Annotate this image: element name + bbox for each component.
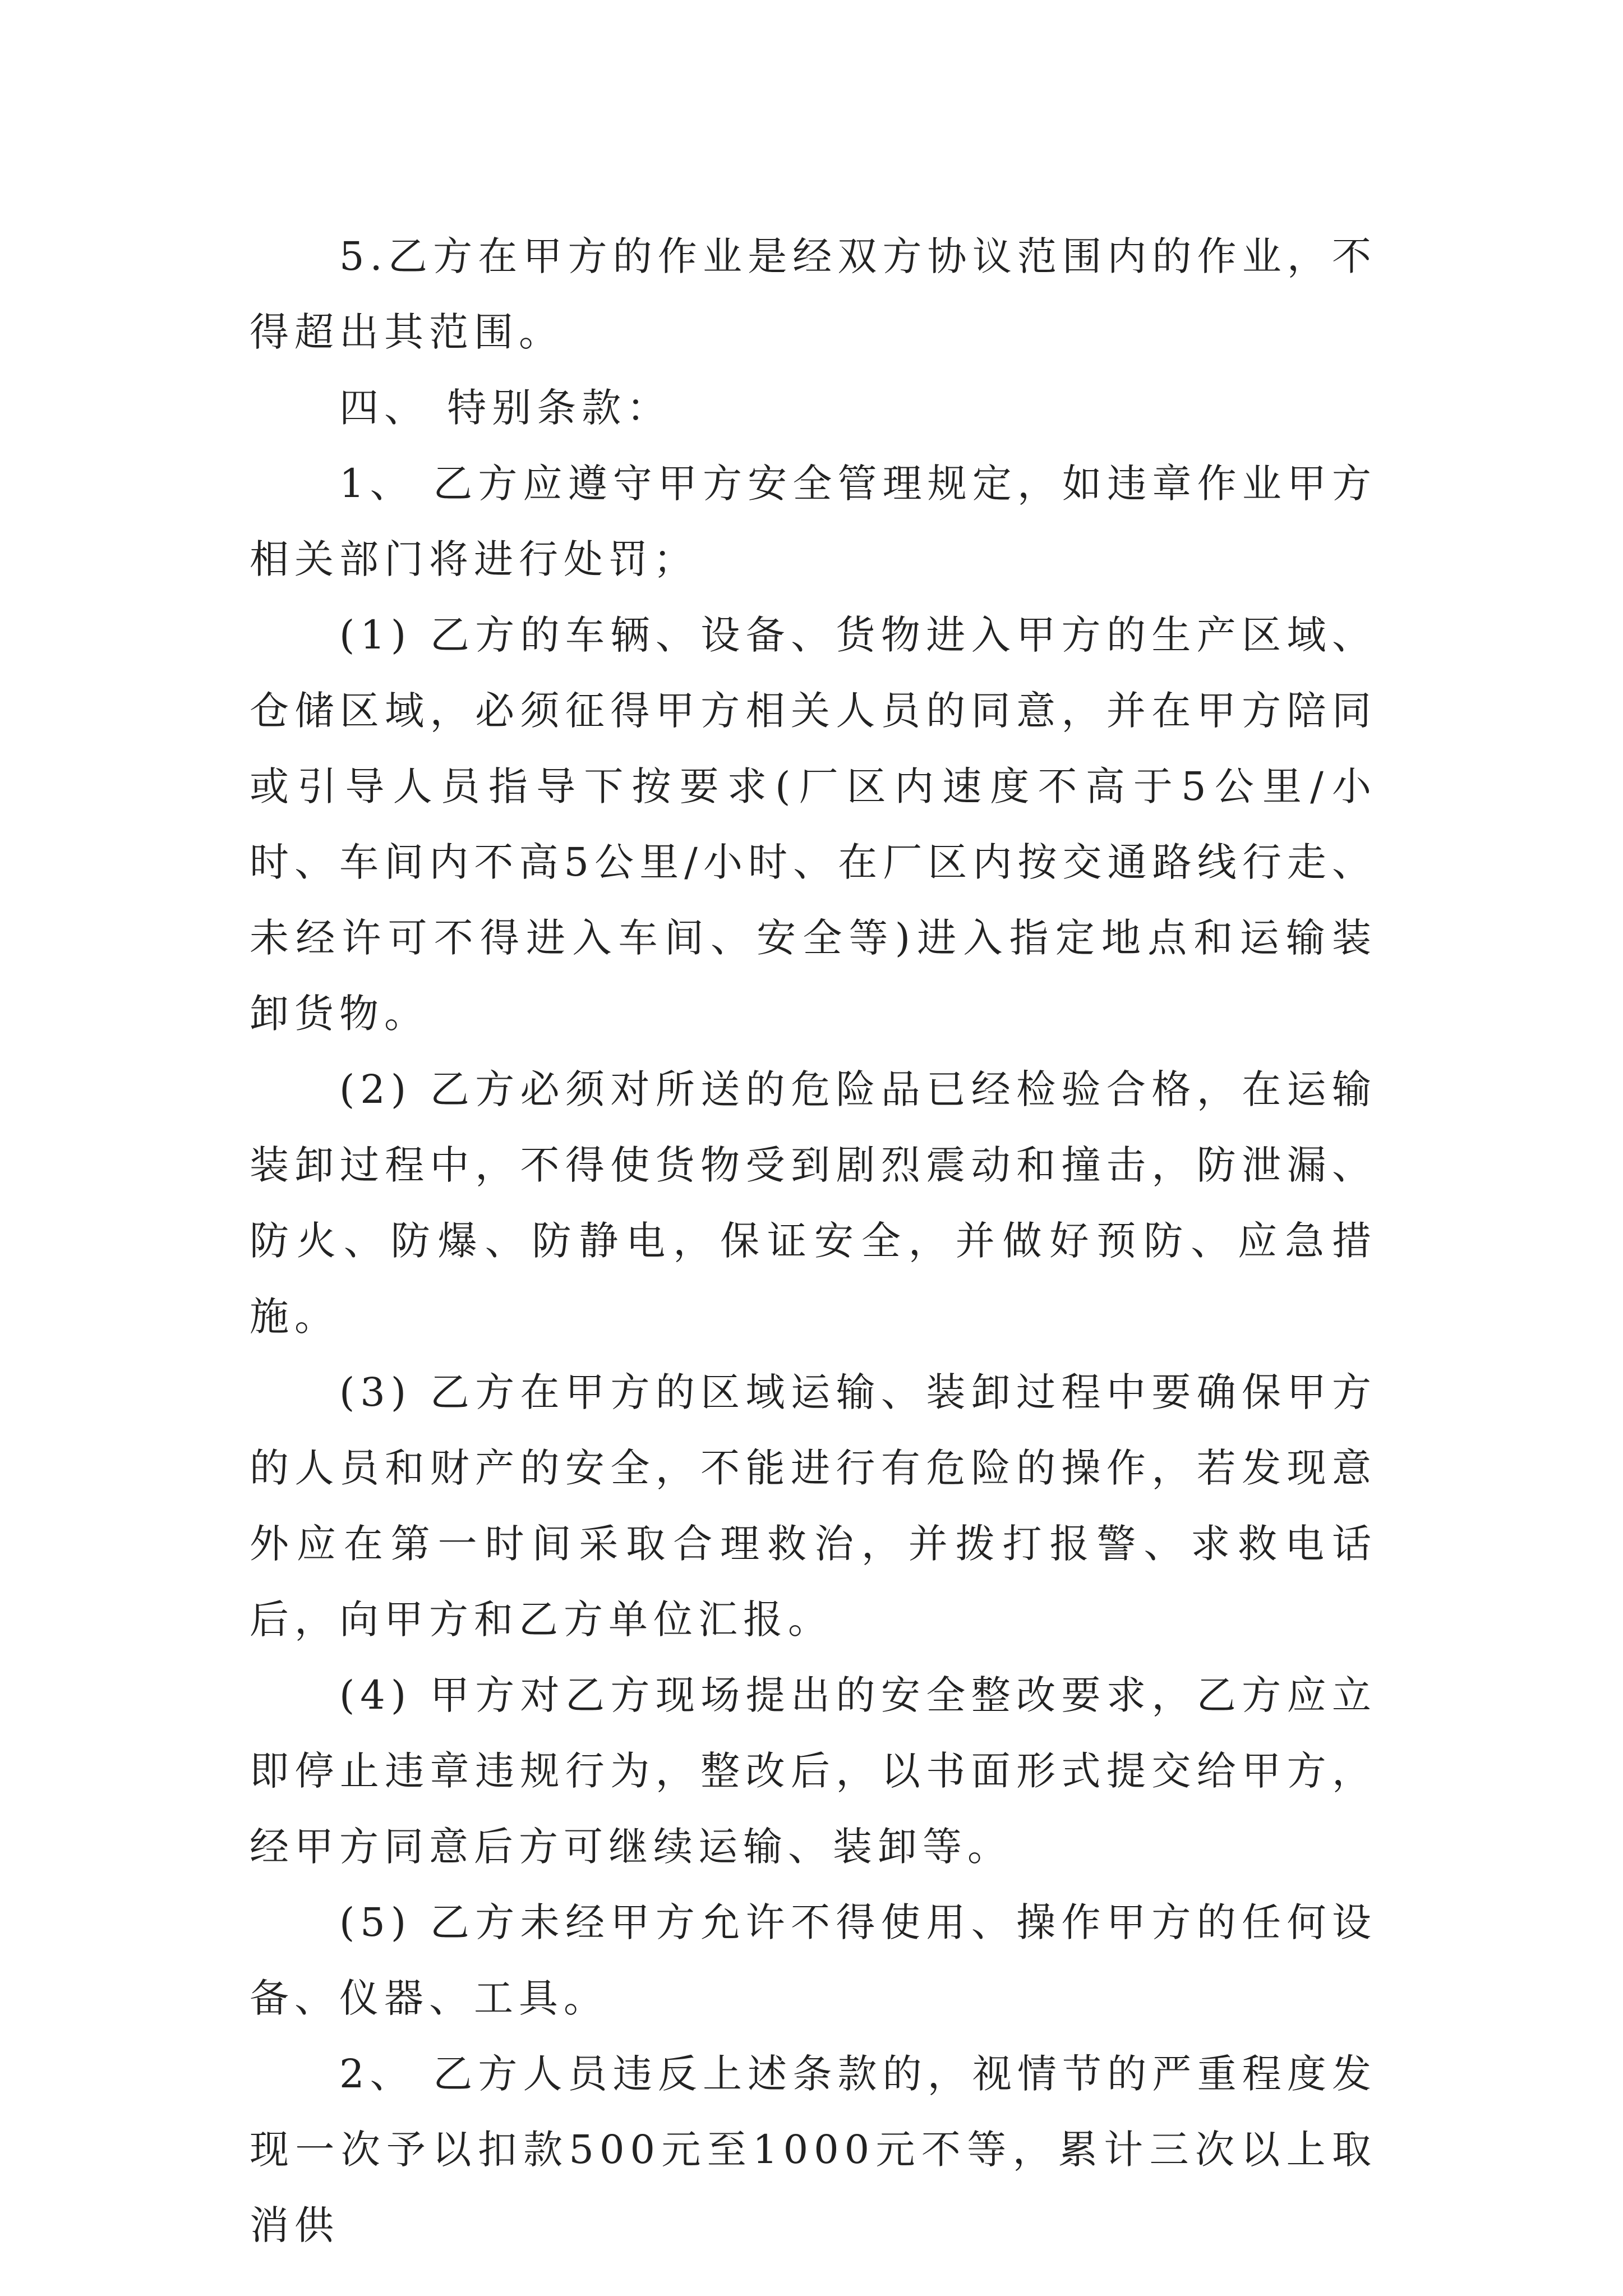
paragraph-item-2: (2) 乙方必须对所送的危险品已经检验合格，在运输装卸过程中，不得使货物受到剧烈震动和撞击，防泄漏、防火、防爆、防静电，保证安全，并做好预防、应急措施。 (250, 1066, 1377, 1340)
paragraph-clause-5: 5.乙方在甲方的作业是经双方协议范围内的作业，不得超出其范围。 (250, 233, 1377, 355)
paragraph-item-5: (5) 乙方未经甲方允许不得使用、操作甲方的任何设备、仪器、工具。 (250, 1899, 1377, 2021)
document-body (250, 219, 1377, 2263)
paragraph-item-3: (3) 乙方在甲方的区域运输、装卸过程中要确保甲方的人员和财产的安全，不能进行有危险的操作，若发现意外应在第一时间采取合理救治，并拨打报警、求救电话后，向甲方和乙方单位汇报。 (250, 1369, 1377, 1642)
paragraph-special-1: 1、 乙方应遵守甲方安全管理规定，如违章作业甲方相关部门将进行处罚； (250, 461, 1377, 582)
section-heading-special-terms: 四、 特别条款： (339, 385, 672, 431)
paragraph-special-2: 2、 乙方人员违反上述条款的，视情节的严重程度发现一次予以扣款500元至1000元不等，累计三次以上取消供 (250, 2051, 1377, 2248)
paragraph-item-4: (4) 甲方对乙方现场提出的安全整改要求，乙方应立即停止违章违规行为，整改后，以书面形式提交给甲方，经甲方同意后方可继续运输、装卸等。 (250, 1672, 1377, 1870)
paragraph-item-1: (1) 乙方的车辆、设备、货物进入甲方的生产区域、仓储区域，必须征得甲方相关人员的同意，并在甲方陪同或引导人员指导下按要求(厂区内速度不高于5公里/小时、车间内不高5公里/小时、在厂区内按交通路线行走、未经许可不得进入车间、安全等)进入指定地点和运输装卸货物。 (250, 612, 1377, 1037)
